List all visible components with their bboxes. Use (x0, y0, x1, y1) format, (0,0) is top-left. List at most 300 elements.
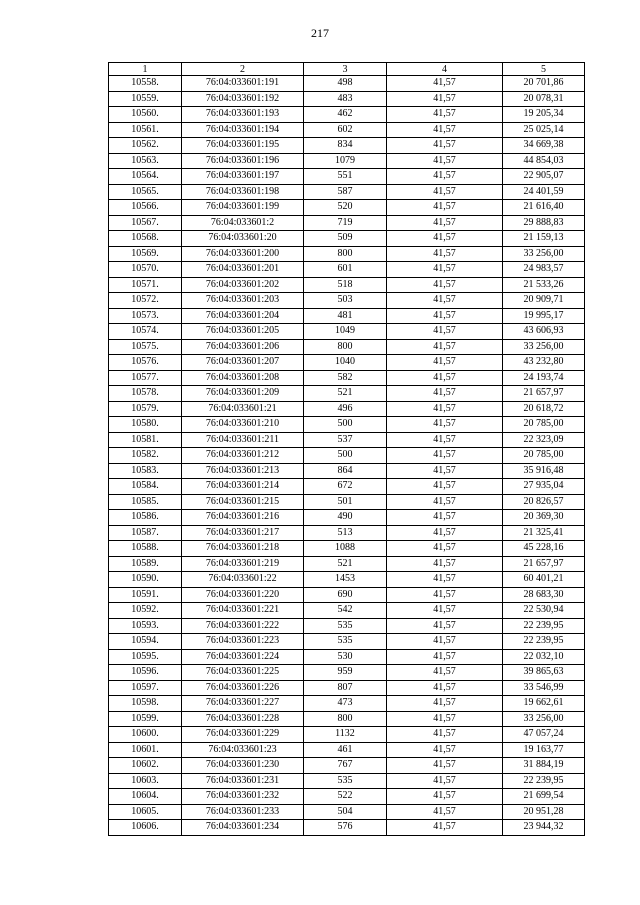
cadastral-number-cell: 76:04:033601:216 (182, 510, 304, 526)
cadastral-number-cell: 76:04:033601:191 (182, 76, 304, 92)
rate-cell: 41,57 (387, 76, 503, 92)
rate-cell: 41,57 (387, 153, 503, 169)
area-cell: 767 (304, 758, 387, 774)
amount-cell: 29 888,83 (503, 215, 585, 231)
area-cell: 800 (304, 711, 387, 727)
table-row (109, 541, 585, 557)
cadastral-number-cell: 76:04:033601:231 (182, 773, 304, 789)
rate-cell: 41,57 (387, 122, 503, 138)
table-row (109, 231, 585, 247)
cadastral-number-cell: 76:04:033601:195 (182, 138, 304, 154)
column-header-2: 2 (182, 63, 304, 76)
amount-cell: 60 401,21 (503, 572, 585, 588)
cadastral-number-cell: 76:04:033601:229 (182, 727, 304, 743)
table-row (109, 448, 585, 464)
row-number-cell: 10605. (109, 804, 182, 820)
table-row (109, 634, 585, 650)
cadastral-number-cell: 76:04:033601:198 (182, 184, 304, 200)
rate-cell: 41,57 (387, 758, 503, 774)
cadastral-number-cell: 76:04:033601:232 (182, 789, 304, 805)
amount-cell: 22 530,94 (503, 603, 585, 619)
cadastral-number-cell: 76:04:033601:193 (182, 107, 304, 123)
amount-cell: 20 618,72 (503, 401, 585, 417)
amount-cell: 22 323,09 (503, 432, 585, 448)
table-row (109, 262, 585, 278)
row-number-cell: 10576. (109, 355, 182, 371)
amount-cell: 20 078,31 (503, 91, 585, 107)
area-cell: 834 (304, 138, 387, 154)
area-cell: 509 (304, 231, 387, 247)
rate-cell: 41,57 (387, 432, 503, 448)
rate-cell: 41,57 (387, 169, 503, 185)
area-cell: 672 (304, 479, 387, 495)
row-number-cell: 10564. (109, 169, 182, 185)
column-header-1: 1 (109, 63, 182, 76)
table-row (109, 308, 585, 324)
row-number-cell: 10596. (109, 665, 182, 681)
row-number-cell: 10589. (109, 556, 182, 572)
row-number-cell: 10559. (109, 91, 182, 107)
cadastral-number-cell: 76:04:033601:199 (182, 200, 304, 216)
rate-cell: 41,57 (387, 448, 503, 464)
table-row (109, 696, 585, 712)
rate-cell: 41,57 (387, 231, 503, 247)
cadastral-number-cell: 76:04:033601:197 (182, 169, 304, 185)
table-row (109, 355, 585, 371)
cadastral-number-cell: 76:04:033601:202 (182, 277, 304, 293)
area-cell: 513 (304, 525, 387, 541)
rate-cell: 41,57 (387, 262, 503, 278)
rate-cell: 41,57 (387, 107, 503, 123)
row-number-cell: 10563. (109, 153, 182, 169)
area-cell: 576 (304, 820, 387, 836)
column-header-5: 5 (503, 63, 585, 76)
area-cell: 473 (304, 696, 387, 712)
amount-cell: 20 785,00 (503, 417, 585, 433)
rate-cell: 41,57 (387, 634, 503, 650)
rate-cell: 41,57 (387, 773, 503, 789)
rate-cell: 41,57 (387, 200, 503, 216)
amount-cell: 24 983,57 (503, 262, 585, 278)
table-row (109, 789, 585, 805)
cadastral-number-cell: 76:04:033601:210 (182, 417, 304, 433)
amount-cell: 24 401,59 (503, 184, 585, 200)
area-cell: 1079 (304, 153, 387, 169)
row-number-cell: 10570. (109, 262, 182, 278)
rate-cell: 41,57 (387, 184, 503, 200)
row-number-cell: 10560. (109, 107, 182, 123)
rate-cell: 41,57 (387, 727, 503, 743)
amount-cell: 19 995,17 (503, 308, 585, 324)
column-header-4: 4 (387, 63, 503, 76)
area-cell: 582 (304, 370, 387, 386)
column-header-3: 3 (304, 63, 387, 76)
table-row (109, 432, 585, 448)
rate-cell: 41,57 (387, 556, 503, 572)
table-row (109, 107, 585, 123)
rate-cell: 41,57 (387, 91, 503, 107)
row-number-cell: 10575. (109, 339, 182, 355)
cadastral-number-cell: 76:04:033601:206 (182, 339, 304, 355)
row-number-cell: 10595. (109, 649, 182, 665)
row-number-cell: 10569. (109, 246, 182, 262)
table-row (109, 246, 585, 262)
cadastral-number-cell: 76:04:033601:222 (182, 618, 304, 634)
cadastral-number-cell: 76:04:033601:228 (182, 711, 304, 727)
cadastral-number-cell: 76:04:033601:20 (182, 231, 304, 247)
rate-cell: 41,57 (387, 789, 503, 805)
rate-cell: 41,57 (387, 587, 503, 603)
rate-cell: 41,57 (387, 820, 503, 836)
area-cell: 520 (304, 200, 387, 216)
amount-cell: 28 683,30 (503, 587, 585, 603)
row-number-cell: 10592. (109, 603, 182, 619)
cadastral-number-cell: 76:04:033601:230 (182, 758, 304, 774)
area-cell: 1040 (304, 355, 387, 371)
area-cell: 800 (304, 339, 387, 355)
rate-cell: 41,57 (387, 215, 503, 231)
row-number-cell: 10583. (109, 463, 182, 479)
cadastral-number-cell: 76:04:033601:226 (182, 680, 304, 696)
data-table (108, 62, 585, 836)
row-number-cell: 10604. (109, 789, 182, 805)
row-number-cell: 10598. (109, 696, 182, 712)
area-cell: 535 (304, 634, 387, 650)
amount-cell: 21 159,13 (503, 231, 585, 247)
rate-cell: 41,57 (387, 572, 503, 588)
table-row (109, 153, 585, 169)
row-number-cell: 10602. (109, 758, 182, 774)
amount-cell: 22 032,10 (503, 649, 585, 665)
area-cell: 461 (304, 742, 387, 758)
page-number: 217 (311, 26, 329, 40)
amount-cell: 20 909,71 (503, 293, 585, 309)
row-number-cell: 10573. (109, 308, 182, 324)
table-row (109, 277, 585, 293)
cadastral-number-cell: 76:04:033601:22 (182, 572, 304, 588)
rate-cell: 41,57 (387, 696, 503, 712)
table-row (109, 215, 585, 231)
row-number-cell: 10571. (109, 277, 182, 293)
area-cell: 498 (304, 76, 387, 92)
table-row (109, 200, 585, 216)
table-row (109, 742, 585, 758)
area-cell: 864 (304, 463, 387, 479)
amount-cell: 20 701,86 (503, 76, 585, 92)
table-row (109, 184, 585, 200)
table-row (109, 76, 585, 92)
rate-cell: 41,57 (387, 370, 503, 386)
amount-cell: 34 669,38 (503, 138, 585, 154)
cadastral-number-cell: 76:04:033601:219 (182, 556, 304, 572)
row-number-cell: 10601. (109, 742, 182, 758)
row-number-cell: 10561. (109, 122, 182, 138)
cadastral-number-cell: 76:04:033601:205 (182, 324, 304, 340)
cadastral-number-cell: 76:04:033601:23 (182, 742, 304, 758)
table-row (109, 603, 585, 619)
row-number-cell: 10603. (109, 773, 182, 789)
cadastral-number-cell: 76:04:033601:224 (182, 649, 304, 665)
amount-cell: 33 546,99 (503, 680, 585, 696)
rate-cell: 41,57 (387, 603, 503, 619)
cadastral-number-cell: 76:04:033601:207 (182, 355, 304, 371)
rate-cell: 41,57 (387, 494, 503, 510)
cadastral-number-cell: 76:04:033601:192 (182, 91, 304, 107)
area-cell: 535 (304, 618, 387, 634)
amount-cell: 25 025,14 (503, 122, 585, 138)
area-cell: 481 (304, 308, 387, 324)
rate-cell: 41,57 (387, 510, 503, 526)
area-cell: 501 (304, 494, 387, 510)
amount-cell: 47 057,24 (503, 727, 585, 743)
row-number-cell: 10591. (109, 587, 182, 603)
area-cell: 1453 (304, 572, 387, 588)
row-number-cell: 10568. (109, 231, 182, 247)
row-number-cell: 10594. (109, 634, 182, 650)
row-number-cell: 10567. (109, 215, 182, 231)
row-number-cell: 10581. (109, 432, 182, 448)
area-cell: 518 (304, 277, 387, 293)
cadastral-number-cell: 76:04:033601:2 (182, 215, 304, 231)
row-number-cell: 10574. (109, 324, 182, 340)
table-row (109, 525, 585, 541)
table-row (109, 324, 585, 340)
table-row (109, 649, 585, 665)
rate-cell: 41,57 (387, 138, 503, 154)
table-row (109, 804, 585, 820)
table-row (109, 665, 585, 681)
table-row (109, 138, 585, 154)
table-row (109, 711, 585, 727)
row-number-cell: 10586. (109, 510, 182, 526)
rate-cell: 41,57 (387, 479, 503, 495)
row-number-cell: 10582. (109, 448, 182, 464)
cadastral-number-cell: 76:04:033601:21 (182, 401, 304, 417)
amount-cell: 21 657,97 (503, 556, 585, 572)
amount-cell: 20 785,00 (503, 448, 585, 464)
table-body (109, 76, 585, 836)
rate-cell: 41,57 (387, 293, 503, 309)
cadastral-number-cell: 76:04:033601:223 (182, 634, 304, 650)
row-number-cell: 10579. (109, 401, 182, 417)
rate-cell: 41,57 (387, 386, 503, 402)
rate-cell: 41,57 (387, 246, 503, 262)
table-row (109, 587, 585, 603)
table-row (109, 494, 585, 510)
row-number-cell: 10597. (109, 680, 182, 696)
area-cell: 483 (304, 91, 387, 107)
amount-cell: 33 256,00 (503, 711, 585, 727)
table-row (109, 556, 585, 572)
amount-cell: 45 228,16 (503, 541, 585, 557)
rate-cell: 41,57 (387, 680, 503, 696)
cadastral-number-cell: 76:04:033601:227 (182, 696, 304, 712)
cadastral-number-cell: 76:04:033601:233 (182, 804, 304, 820)
row-number-cell: 10585. (109, 494, 182, 510)
rate-cell: 41,57 (387, 525, 503, 541)
area-cell: 496 (304, 401, 387, 417)
row-number-cell: 10584. (109, 479, 182, 495)
row-number-cell: 10572. (109, 293, 182, 309)
amount-cell: 22 239,95 (503, 773, 585, 789)
table-row (109, 680, 585, 696)
cadastral-number-cell: 76:04:033601:217 (182, 525, 304, 541)
table-row (109, 401, 585, 417)
area-cell: 602 (304, 122, 387, 138)
area-cell: 1088 (304, 541, 387, 557)
table-row (109, 758, 585, 774)
amount-cell: 27 935,04 (503, 479, 585, 495)
table-row (109, 122, 585, 138)
table-row (109, 91, 585, 107)
table-row (109, 773, 585, 789)
amount-cell: 44 854,03 (503, 153, 585, 169)
area-cell: 719 (304, 215, 387, 231)
cadastral-number-cell: 76:04:033601:218 (182, 541, 304, 557)
rate-cell: 41,57 (387, 711, 503, 727)
area-cell: 1049 (304, 324, 387, 340)
row-number-cell: 10578. (109, 386, 182, 402)
rate-cell: 41,57 (387, 339, 503, 355)
area-cell: 551 (304, 169, 387, 185)
rate-cell: 41,57 (387, 463, 503, 479)
rate-cell: 41,57 (387, 355, 503, 371)
area-cell: 690 (304, 587, 387, 603)
amount-cell: 20 951,28 (503, 804, 585, 820)
rate-cell: 41,57 (387, 401, 503, 417)
amount-cell: 31 884,19 (503, 758, 585, 774)
row-number-cell: 10558. (109, 76, 182, 92)
cadastral-number-cell: 76:04:033601:196 (182, 153, 304, 169)
cadastral-number-cell: 76:04:033601:208 (182, 370, 304, 386)
row-number-cell: 10565. (109, 184, 182, 200)
table-row (109, 820, 585, 836)
cadastral-number-cell: 76:04:033601:225 (182, 665, 304, 681)
cadastral-number-cell: 76:04:033601:215 (182, 494, 304, 510)
amount-cell: 39 865,63 (503, 665, 585, 681)
area-cell: 521 (304, 556, 387, 572)
area-cell: 800 (304, 246, 387, 262)
area-cell: 521 (304, 386, 387, 402)
amount-cell: 24 193,74 (503, 370, 585, 386)
rate-cell: 41,57 (387, 804, 503, 820)
rate-cell: 41,57 (387, 649, 503, 665)
amount-cell: 19 163,77 (503, 742, 585, 758)
table-row (109, 463, 585, 479)
area-cell: 535 (304, 773, 387, 789)
table-row (109, 618, 585, 634)
amount-cell: 19 205,34 (503, 107, 585, 123)
area-cell: 587 (304, 184, 387, 200)
cadastral-number-cell: 76:04:033601:213 (182, 463, 304, 479)
cadastral-number-cell: 76:04:033601:209 (182, 386, 304, 402)
row-number-cell: 10566. (109, 200, 182, 216)
area-cell: 462 (304, 107, 387, 123)
table-row (109, 386, 585, 402)
amount-cell: 23 944,32 (503, 820, 585, 836)
table-row (109, 417, 585, 433)
cadastral-number-cell: 76:04:033601:234 (182, 820, 304, 836)
row-number-cell: 10588. (109, 541, 182, 557)
table-row (109, 572, 585, 588)
rate-cell: 41,57 (387, 742, 503, 758)
area-cell: 500 (304, 448, 387, 464)
rate-cell: 41,57 (387, 308, 503, 324)
amount-cell: 19 662,61 (503, 696, 585, 712)
rate-cell: 41,57 (387, 541, 503, 557)
amount-cell: 33 256,00 (503, 339, 585, 355)
row-number-cell: 10593. (109, 618, 182, 634)
table-row (109, 293, 585, 309)
cadastral-number-cell: 76:04:033601:204 (182, 308, 304, 324)
row-number-cell: 10562. (109, 138, 182, 154)
amount-cell: 21 699,54 (503, 789, 585, 805)
row-number-cell: 10590. (109, 572, 182, 588)
amount-cell: 22 239,95 (503, 618, 585, 634)
amount-cell: 22 239,95 (503, 634, 585, 650)
rate-cell: 41,57 (387, 618, 503, 634)
table-row (109, 370, 585, 386)
table-row (109, 169, 585, 185)
amount-cell: 21 657,97 (503, 386, 585, 402)
row-number-cell: 10599. (109, 711, 182, 727)
cadastral-number-cell: 76:04:033601:212 (182, 448, 304, 464)
area-cell: 1132 (304, 727, 387, 743)
amount-cell: 43 232,80 (503, 355, 585, 371)
amount-cell: 33 256,00 (503, 246, 585, 262)
table-row (109, 727, 585, 743)
area-cell: 530 (304, 649, 387, 665)
row-number-cell: 10600. (109, 727, 182, 743)
row-number-cell: 10606. (109, 820, 182, 836)
table-row (109, 339, 585, 355)
area-cell: 522 (304, 789, 387, 805)
cadastral-number-cell: 76:04:033601:211 (182, 432, 304, 448)
cadastral-number-cell: 76:04:033601:194 (182, 122, 304, 138)
rate-cell: 41,57 (387, 324, 503, 340)
table-row (109, 479, 585, 495)
cadastral-number-cell: 76:04:033601:214 (182, 479, 304, 495)
area-cell: 537 (304, 432, 387, 448)
amount-cell: 21 616,40 (503, 200, 585, 216)
row-number-cell: 10577. (109, 370, 182, 386)
cadastral-number-cell: 76:04:033601:221 (182, 603, 304, 619)
cadastral-number-cell: 76:04:033601:220 (182, 587, 304, 603)
area-cell: 601 (304, 262, 387, 278)
area-cell: 504 (304, 804, 387, 820)
cadastral-number-cell: 76:04:033601:200 (182, 246, 304, 262)
amount-cell: 43 606,93 (503, 324, 585, 340)
amount-cell: 22 905,07 (503, 169, 585, 185)
rate-cell: 41,57 (387, 277, 503, 293)
amount-cell: 21 325,41 (503, 525, 585, 541)
cadastral-number-cell: 76:04:033601:203 (182, 293, 304, 309)
area-cell: 807 (304, 680, 387, 696)
amount-cell: 20 826,57 (503, 494, 585, 510)
row-number-cell: 10580. (109, 417, 182, 433)
cadastral-number-cell: 76:04:033601:201 (182, 262, 304, 278)
area-cell: 503 (304, 293, 387, 309)
table-row (109, 510, 585, 526)
area-cell: 500 (304, 417, 387, 433)
header-row (109, 63, 585, 76)
area-cell: 542 (304, 603, 387, 619)
amount-cell: 35 916,48 (503, 463, 585, 479)
rate-cell: 41,57 (387, 665, 503, 681)
rate-cell: 41,57 (387, 417, 503, 433)
amount-cell: 20 369,30 (503, 510, 585, 526)
area-cell: 959 (304, 665, 387, 681)
